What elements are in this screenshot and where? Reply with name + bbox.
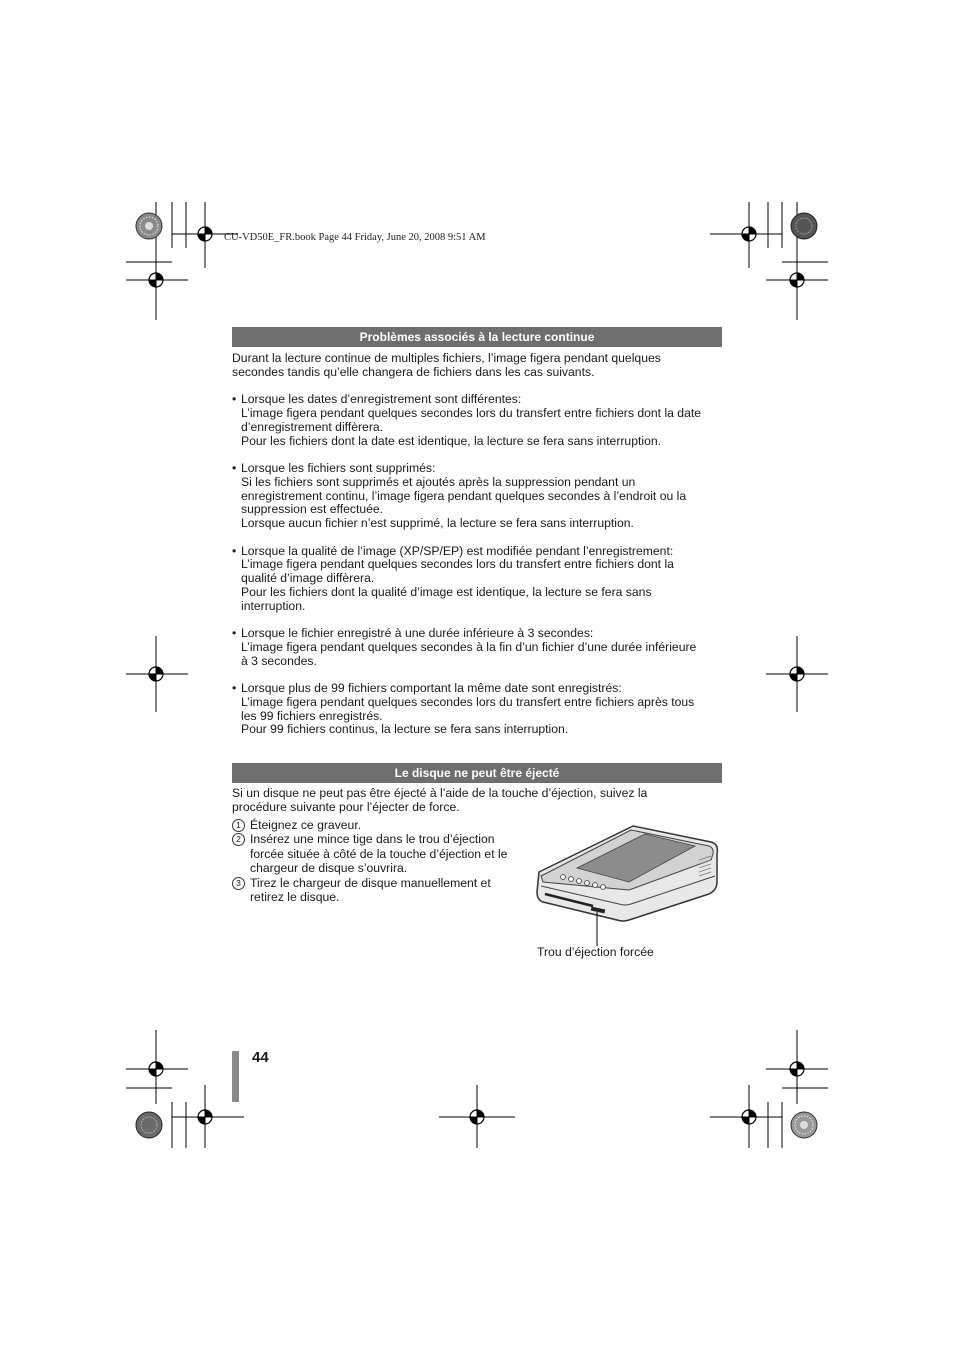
section-title-bar: Problèmes associés à la lecture continue [232,327,722,347]
list-item: • Lorsque plus de 99 fichiers comportant la même date sont enregistrés: L’image figera pendant quelques secondes lors du transfert entre fichiers après tous les 99 fichiers enregistrés. Pour 99 fichiers continus, la lecture se fera sans interruption. [232,681,695,737]
bullet-icon: • [232,461,237,476]
step-item: 1 Éteignez ce graveur. [232,818,532,833]
list-item: • Lorsque les dates d’enregistrement sont différentes: L’image figera pendant quelques secondes lors du transfert entre fichiers dont la date d’enregistrement diffèrera. Pour les fichiers dont la date est identique, la lecture se fera sans interruption. [232,392,702,448]
list-item: • Lorsque les fichiers sont supprimés: Si les fichiers sont supprimés et ajoutés après la suppression pendant un enregistrement continu, l’image figera pendant quelques secondes à l’endroit ou la suppression est effectuée. Lorsque aucun fichier n’est supprimé, la lecture se fera sans interruption. [232,461,687,531]
section1-intro: Durant la lecture continue de multiples fichiers, l’image figera pendant quelques secondes tandis qu’elle changera de fichiers dans les cas suivants. [232,351,661,379]
step-number-icon: 3 [232,877,245,890]
figure-caption: Trou d’éjection forcée [537,945,654,959]
book-header-line: CU-VD50E_FR.book Page 44 Friday, June 20, 2008 9:51 AM [224,232,486,243]
section-title-bar: Le disque ne peut être éjecté [232,763,722,783]
step-list [232,818,532,905]
bullet-icon: • [232,392,237,407]
list-item: • Lorsque la qualité de l’image (XP/SP/EP) est modifiée pendant l’enregistrement: L’image figera pendant quelques secondes lors du transfert entre fichiers dont la qualité d’image diffèrera. Pour les fichiers dont la qualité d’image est identique, la lecture se fera sans interruption. [232,543,674,613]
bullet-icon: • [232,626,237,641]
bullet-list [232,393,722,737]
step-item: 2 Insérez une mince tige dans le trou d’éjection forcée située à côté de la touche d’éjection et le chargeur de disque s’ouvrira. [232,832,532,876]
page-side-bar [232,1051,239,1102]
step-item: 3 Tirez le chargeur de disque manuellement et retirez le disque. [232,876,532,905]
bullet-icon: • [232,543,237,558]
step-number-icon: 2 [232,833,245,846]
main-content [232,327,722,905]
step-number-icon: 1 [232,819,245,832]
list-item: • Lorsque le fichier enregistré à une durée inférieure à 3 secondes: L’image figera pendant quelques secondes à la fin d’un fichier d’une durée inférieure à 3 secondes. [232,626,697,668]
bullet-icon: • [232,681,237,696]
section2-intro: Si un disque ne peut pas être éjecté à l’aide de la touche d’éjection, suivez la procédure suivante pour l’éjecter de force. [232,786,648,814]
page-number: 44 [252,1049,269,1066]
dvd-writer-illustration [533,820,723,948]
